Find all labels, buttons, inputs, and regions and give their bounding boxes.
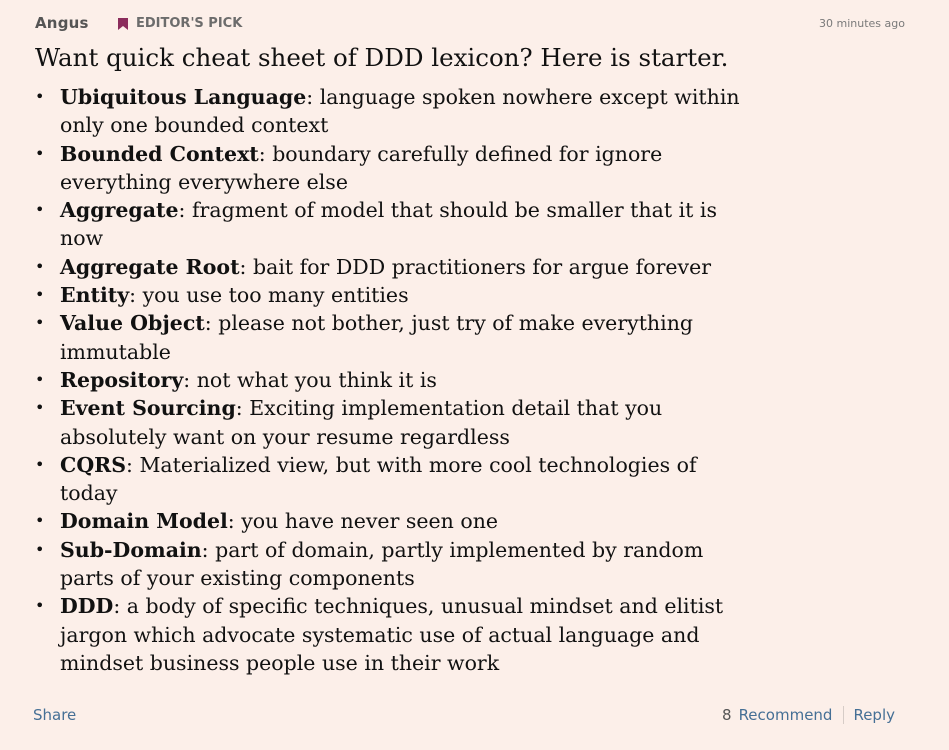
list-item — [35, 507, 755, 535]
bullet: • — [35, 143, 45, 163]
bullet: • — [35, 511, 45, 531]
lexicon-list — [35, 83, 755, 677]
comment-intro: Want quick cheat sheet of DDD lexicon? Here is starter. — [35, 43, 729, 72]
list-item — [35, 394, 755, 451]
list-item — [35, 451, 755, 508]
bullet: • — [35, 596, 45, 616]
bullet: • — [35, 256, 45, 276]
lexicon-definition: : you use too many entities — [129, 283, 409, 308]
bullet: • — [35, 398, 45, 418]
lexicon-term: Domain Model — [60, 509, 228, 534]
lexicon-definition: : not what you think it is — [183, 367, 437, 392]
reply-link[interactable]: Reply — [853, 706, 895, 724]
bookmark-flag-icon — [117, 18, 129, 30]
bullet: • — [35, 313, 45, 333]
lexicon-definition: : bait for DDD practitioners for argue forever — [239, 254, 712, 279]
lexicon-term: Value Object — [60, 311, 205, 336]
bullet: • — [35, 285, 45, 305]
lexicon-term: Repository — [60, 367, 184, 392]
recommend-link[interactable]: Recommend — [738, 706, 833, 724]
lexicon-definition: : Exciting implementation detail that you absolutely want on your resume regardless — [60, 396, 663, 449]
editors-pick-badge — [117, 16, 242, 31]
recommend-count: 8 — [722, 706, 732, 724]
bullet: • — [35, 369, 45, 389]
lexicon-definition: : language spoken nowhere except within only one bounded context — [60, 85, 740, 138]
bullet: • — [35, 200, 45, 220]
list-item — [35, 309, 755, 366]
lexicon-term: Aggregate — [60, 198, 179, 223]
bullet: • — [35, 87, 45, 106]
list-item — [35, 592, 755, 677]
list-item — [35, 196, 755, 253]
bullet: • — [35, 454, 45, 474]
timestamp[interactable]: 30 minutes ago — [819, 17, 905, 30]
list-item — [35, 253, 755, 281]
lexicon-definition: : part of domain, partly implemented by random parts of your existing components — [60, 537, 704, 591]
bullet: • — [35, 539, 45, 559]
comment-footer — [33, 706, 895, 728]
lexicon-term: CQRS — [60, 452, 127, 477]
lexicon-definition: : Materialized view, but with more cool technologies of today — [60, 452, 697, 506]
editors-pick-label: EDITOR'S PICK — [136, 16, 243, 31]
list-item — [35, 83, 755, 140]
lexicon-definition: : boundary carefully defined for ignore everything everywhere else — [60, 141, 663, 194]
lexicon-term: Ubiquitous Language — [60, 85, 307, 109]
lexicon-definition: : you have never seen one — [227, 509, 499, 534]
lexicon-term: Sub-Domain — [60, 537, 202, 562]
divider — [843, 706, 844, 724]
list-item — [35, 140, 755, 197]
lexicon-term: Aggregate Root — [60, 254, 240, 279]
lexicon-definition: : fragment of model that should be smaller that it is now — [60, 198, 717, 251]
author-name[interactable]: Angus — [35, 14, 89, 32]
list-item — [35, 366, 755, 394]
lexicon-definition: : a body of specific techniques, unusual mindset and elitist jargon which advocate systematic use of actual language and mindset business people use in their work — [60, 594, 724, 675]
comment-header — [35, 14, 905, 36]
lexicon-term: Entity — [60, 283, 130, 308]
lexicon-term: Bounded Context — [60, 141, 259, 166]
lexicon-definition: : please not bother, just try of make everything immutable — [60, 311, 694, 364]
list-item — [35, 536, 755, 593]
lexicon-term: DDD — [60, 594, 114, 619]
lexicon-term: Event Sourcing — [60, 396, 236, 421]
share-link[interactable]: Share — [33, 706, 77, 724]
list-item — [35, 281, 755, 309]
comment-actions — [722, 706, 895, 724]
